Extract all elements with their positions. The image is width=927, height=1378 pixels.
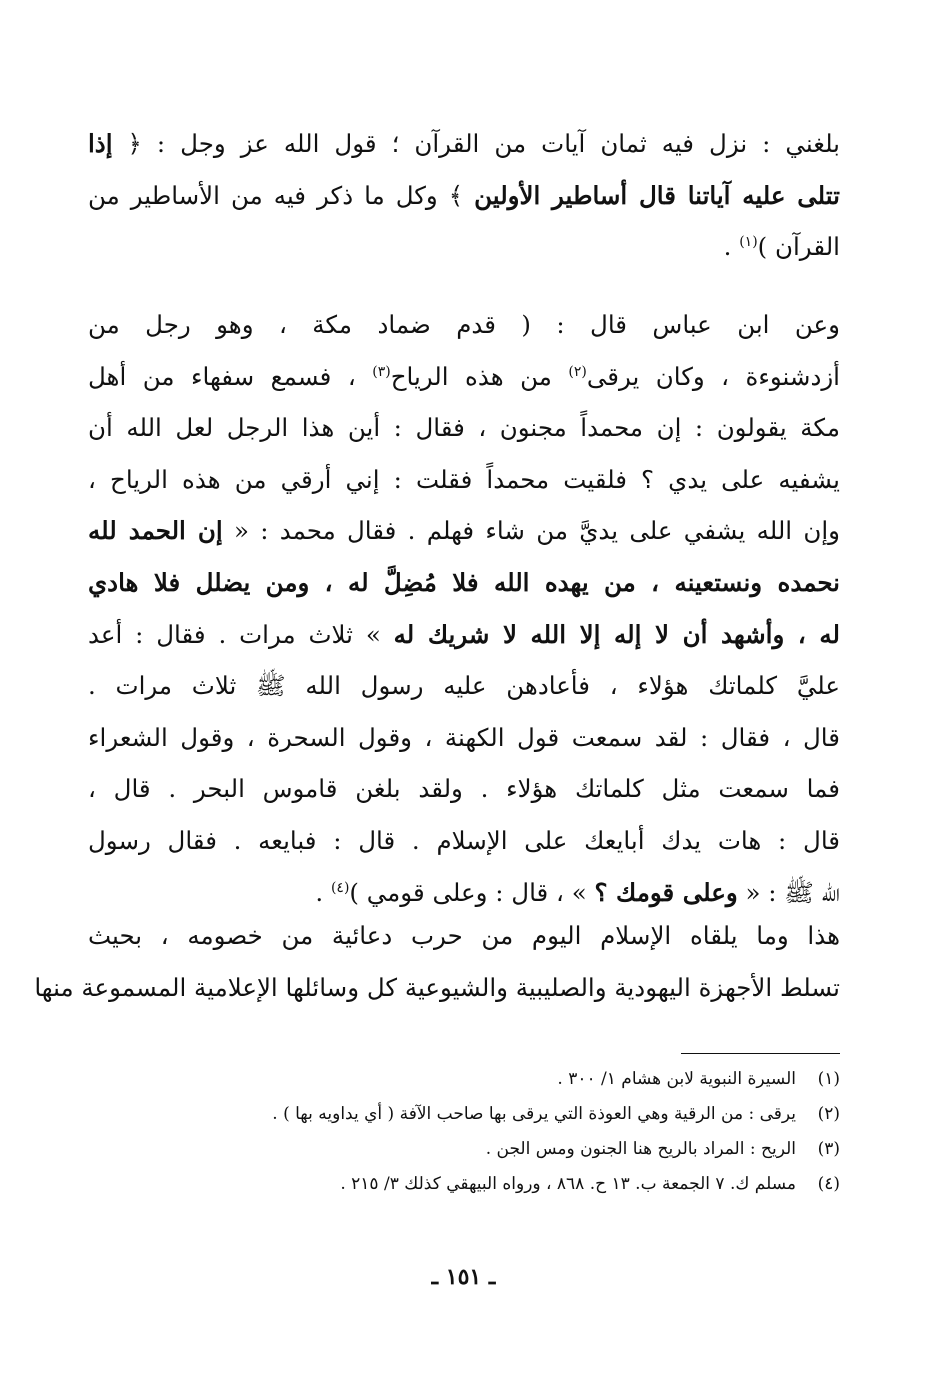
text-line	[88, 118, 840, 170]
footnote-text: السيرة النبوية لابن هشام ١/ ٣٠٠ .	[557, 1069, 796, 1089]
text-run: وإن الله يشفي على يديَّ من شاء فهلم . فقال محمد : «	[222, 516, 840, 546]
footnote-ref[interactable]: (٤)	[330, 879, 350, 896]
footnote	[88, 1097, 840, 1132]
paragraph-1	[88, 118, 840, 273]
quran-text: تتلى عليه آياتنا قال أساطير الأولين	[474, 180, 840, 210]
text-line	[88, 609, 840, 661]
footnote-separator	[681, 1053, 840, 1054]
text-line: قال : هات يدك أبايعك على الإسلام . قال : فبايعه . فقال رسول	[88, 825, 840, 855]
text-line	[88, 170, 840, 222]
footnote-ref[interactable]: (١)	[739, 234, 758, 251]
text-line: وعن ابن عباس قال : ( قدم ضماد مكة ، وهو رجل من	[88, 310, 840, 339]
footnote	[88, 1062, 840, 1097]
text-run: » ثلاث مرات . فقال : أعد	[88, 619, 394, 649]
text-line: فما سمعت مثل كلماتك هؤلاء . ولقد بلغن قاموس البحر . قال ،	[88, 774, 840, 804]
text-run: من هذه الرياح	[390, 361, 569, 391]
text-run: القرآن )	[757, 232, 840, 262]
footnote-number: (٤)	[817, 1174, 840, 1194]
footnote-number: (٣)	[817, 1139, 840, 1159]
text-line: عليَّ كلماتك هؤلاء ، فأعادهن عليه رسول الله ﷺ ثلاث مرات .	[88, 671, 840, 701]
footnote	[88, 1132, 840, 1167]
paragraph-3	[34, 910, 840, 1013]
text-run: بلغني : نزل فيه ثمان آيات من القرآن ؛ قول الله عز وجل : ﴿	[127, 129, 840, 158]
text-run: .	[315, 877, 331, 907]
footnote-number: (١)	[817, 1069, 840, 1089]
footnotes	[88, 1062, 840, 1202]
footnote-ref[interactable]: (٢)	[568, 363, 587, 380]
footnote-text: مسلم ك. ٧ الجمعة ب. ١٣ ح. ٨٦٨ ، ورواه البيهقي كذلك ٣/ ٢١٥ .	[340, 1174, 796, 1194]
hadith-text-line: نحمده ونستعينه ، من يهده الله فلا مُضِلَّ له ، ومن يضلل فلا هادي	[88, 567, 840, 597]
text-run: أزدشنوءة ، وكان يرقى	[586, 361, 840, 391]
footnote-number: (٢)	[817, 1104, 840, 1124]
text-line: هذا وما يلقاه الإسلام اليوم من حرب دعائية من خصومه ، بحيث	[88, 921, 840, 950]
footnote-ref[interactable]: (٣)	[372, 363, 391, 380]
quran-text: إذا	[88, 129, 113, 158]
footnote-text: يرقى : من الرقية وهي العوذة التي يرقى بها صاحب الآفة ( أي يداويه بها ) .	[272, 1104, 796, 1124]
text-line	[88, 221, 840, 273]
text-run: » ، قال : وعلى قومي )	[349, 877, 595, 907]
text-line: مكة يقولون : إن محمداً مجنون ، فقال : أين هذا الرجل لعل الله أن	[88, 413, 840, 443]
hadith-text: وعلى قومك ؟	[594, 877, 738, 907]
text-run: الله ﷺ : «	[737, 877, 840, 907]
text-line: قال ، فقال : لقد سمعت قول الكهنة ، وقول السحرة ، وقول الشعراء	[88, 722, 840, 752]
footnote	[88, 1167, 840, 1202]
page-number: ـ ١٥١ ـ	[431, 1264, 496, 1290]
text-line: يشفيه على يدي ؟ فلقيت محمداً فقلت : إني أرقي من هذه الرياح ،	[88, 464, 840, 494]
text-line	[88, 505, 840, 557]
paragraph-2	[88, 299, 840, 918]
text-run: .	[723, 232, 740, 262]
text-run: ، فسمع سفهاء من أهل	[88, 361, 373, 391]
text-line: تسلط الأجهزة اليهودية والصليبية والشيوعية كل وسائلها الإعلامية المسموعة منها	[34, 972, 840, 1002]
text-line	[88, 351, 840, 403]
text-run: ﴾ وكل ما ذكر فيه من الأساطير من	[88, 180, 464, 210]
hadith-text: له ، وأشهد أن لا إله إلا الله لا شريك له	[393, 619, 840, 649]
hadith-text: إن الحمد لله	[88, 516, 223, 546]
footnote-text: الريح : المراد بالريح هنا الجنون ومس الجن .	[485, 1139, 796, 1159]
